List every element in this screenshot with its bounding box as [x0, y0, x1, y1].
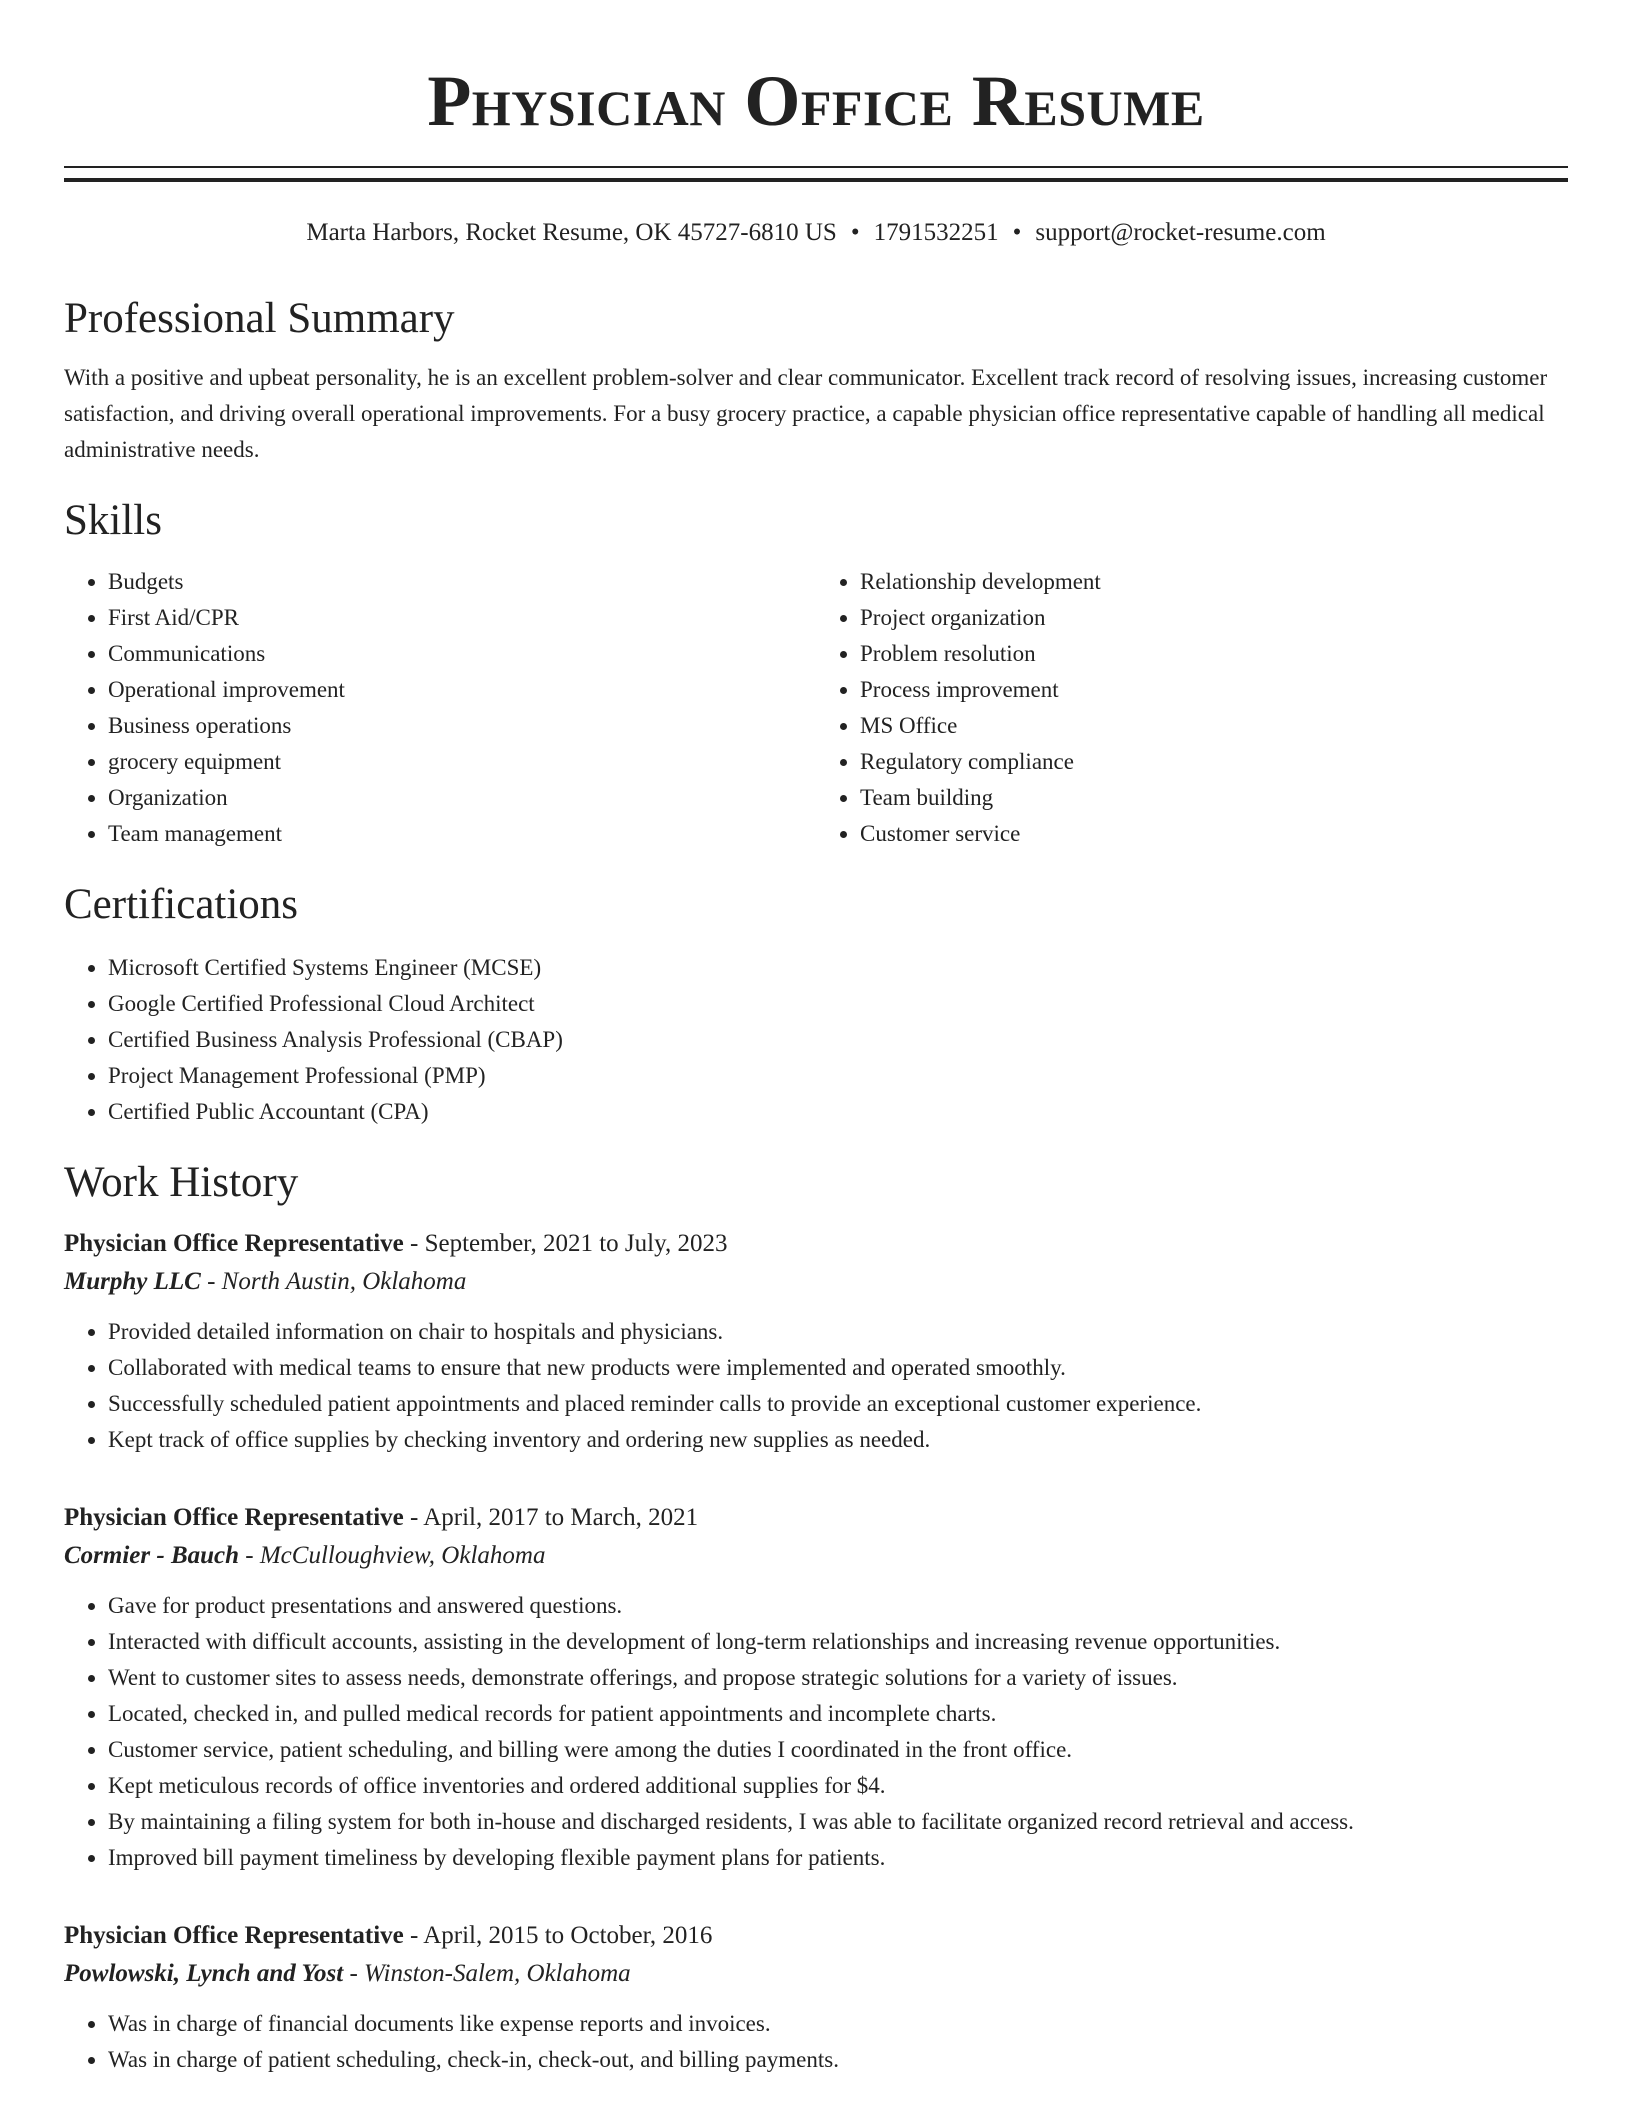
- skills-list-right: [816, 564, 1568, 852]
- skill-item: • grocery equipment: [108, 744, 816, 780]
- skill-item: • First Aid/CPR: [108, 600, 816, 636]
- job-bullet: • Interacted with difficult accounts, assisting in the development of long-term relationships and increasing revenue opportunities.: [108, 1624, 1568, 1660]
- job-title-line: Physician Office Representative - April, 2017 to March, 2021: [64, 1504, 699, 1531]
- job-company: Cormier - Bauch: [64, 1542, 240, 1569]
- job-bullet: • Customer service, patient scheduling, and billing were among the duties I coordinated in the front office.: [108, 1732, 1568, 1768]
- certifications-heading: Certifications: [64, 881, 299, 928]
- skill-item: • Team management: [108, 816, 816, 852]
- job-bullet: • Was in charge of financial documents like expense reports and invoices.: [108, 2006, 1568, 2042]
- certification-item: • Microsoft Certified Systems Engineer (MCSE): [108, 950, 1568, 986]
- job-bullet: • Kept meticulous records of office inventories and ordered additional supplies for $4.: [108, 1768, 1568, 1804]
- contact-email[interactable]: support@rocket-resume.com: [1035, 219, 1326, 246]
- certification-item: • Google Certified Professional Cloud Architect: [108, 986, 1568, 1022]
- job-entry: [64, 1500, 1568, 1876]
- job-title: Physician Office Representative: [64, 1504, 404, 1531]
- job-bullet: • Improved bill payment timeliness by developing flexible payment plans for patients.: [108, 1840, 1568, 1876]
- job-company: Powlowski, Lynch and Yost: [64, 1960, 344, 1987]
- job-dates: April, 2015 to October, 2016: [423, 1922, 713, 1949]
- job-location: McCulloughview, Oklahoma: [259, 1542, 546, 1569]
- skill-item: • Problem resolution: [860, 636, 1568, 672]
- job-bullets: [64, 2006, 1568, 2078]
- contact-separator: •: [850, 219, 860, 246]
- job-company-line: Murphy LLC - North Austin, Oklahoma: [64, 1268, 467, 1295]
- skill-item: • Regulatory compliance: [860, 744, 1568, 780]
- certification-item: • Certified Business Analysis Professional (CBAP): [108, 1022, 1568, 1058]
- skill-item: • Relationship development: [860, 564, 1568, 600]
- job-entry: [64, 1918, 1568, 2078]
- certifications-list: [64, 950, 1568, 1130]
- job-bullet: • Went to customer sites to assess needs, demonstrate offerings, and propose strategic solutions for a variety of issues.: [108, 1660, 1568, 1696]
- skill-item: • Organization: [108, 780, 816, 816]
- skills-heading: Skills: [64, 497, 162, 544]
- skill-item: • Communications: [108, 636, 816, 672]
- skill-item: • Business operations: [108, 708, 816, 744]
- job-bullet: • Successfully scheduled patient appointments and placed reminder calls to provide an exceptional customer experience.: [108, 1386, 1568, 1422]
- job-bullet: • Kept track of office supplies by checking inventory and ordering new supplies as needed.: [108, 1422, 1568, 1458]
- job-entry: [64, 1226, 1568, 1458]
- job-bullet: • Located, checked in, and pulled medical records for patient appointments and incomplete charts.: [108, 1696, 1568, 1732]
- job-bullet: • Provided detailed information on chair to hospitals and physicians.: [108, 1314, 1568, 1350]
- job-bullet: • Collaborated with medical teams to ensure that new products were implemented and operated smoothly.: [108, 1350, 1568, 1386]
- job-bullets: [64, 1314, 1568, 1458]
- job-bullet: • By maintaining a filing system for both in-house and discharged residents, I was able to facilitate organized record retrieval and access.: [108, 1804, 1568, 1840]
- job-bullet: • Was in charge of patient scheduling, check-in, check-out, and billing payments.: [108, 2042, 1568, 2078]
- job-location: Winston-Salem, Oklahoma: [364, 1960, 631, 1987]
- contact-phone: 1791532251: [873, 219, 999, 246]
- job-title: Physician Office Representative: [64, 1922, 404, 1949]
- job-bullets: [64, 1588, 1568, 1876]
- job-company-line: Powlowski, Lynch and Yost - Winston-Salem, Oklahoma: [64, 1960, 631, 1987]
- job-bullet: • Gave for product presentations and answered questions.: [108, 1588, 1568, 1624]
- job-title-line: Physician Office Representative - April, 2015 to October, 2016: [64, 1922, 713, 1949]
- job-title: Physician Office Representative: [64, 1230, 404, 1257]
- skill-item: • Team building: [860, 780, 1568, 816]
- skill-item: • MS Office: [860, 708, 1568, 744]
- job-title-line: Physician Office Representative - September, 2021 to July, 2023: [64, 1230, 728, 1257]
- skill-item: • Process improvement: [860, 672, 1568, 708]
- contact-line: [64, 218, 1568, 248]
- skills-columns: [64, 564, 1568, 852]
- skill-item: • Operational improvement: [108, 672, 816, 708]
- title-divider: [64, 166, 1568, 182]
- certification-item: • Certified Public Accountant (CPA): [108, 1094, 1568, 1130]
- summary-heading: Professional Summary: [64, 295, 455, 342]
- contact-address: Marta Harbors, Rocket Resume, OK 45727-6810 US: [306, 219, 837, 246]
- job-dates: September, 2021 to July, 2023: [424, 1230, 728, 1257]
- contact-separator: •: [1012, 219, 1022, 246]
- skill-item: • Customer service: [860, 816, 1568, 852]
- skills-list-left: [64, 564, 816, 852]
- job-location: North Austin, Oklahoma: [221, 1268, 467, 1295]
- certification-item: • Project Management Professional (PMP): [108, 1058, 1568, 1094]
- work-history-heading: Work History: [64, 1159, 299, 1206]
- job-company-line: Cormier - Bauch - McCulloughview, Oklahoma: [64, 1542, 546, 1569]
- page-title: Physician Office Resume: [427, 61, 1205, 141]
- skill-item: • Project organization: [860, 600, 1568, 636]
- job-company: Murphy LLC: [64, 1268, 201, 1295]
- skill-item: • Budgets: [108, 564, 816, 600]
- summary-text: With a positive and upbeat personality, he is an excellent problem-solver and clear communicator. Excellent track record of resolving issues, increasing customer satisfaction, and driving overall operational improvements. For a busy grocery practice, a capable physician office representative capable of handling all medical administrative needs.: [64, 365, 1548, 462]
- job-dates: April, 2017 to March, 2021: [423, 1504, 699, 1531]
